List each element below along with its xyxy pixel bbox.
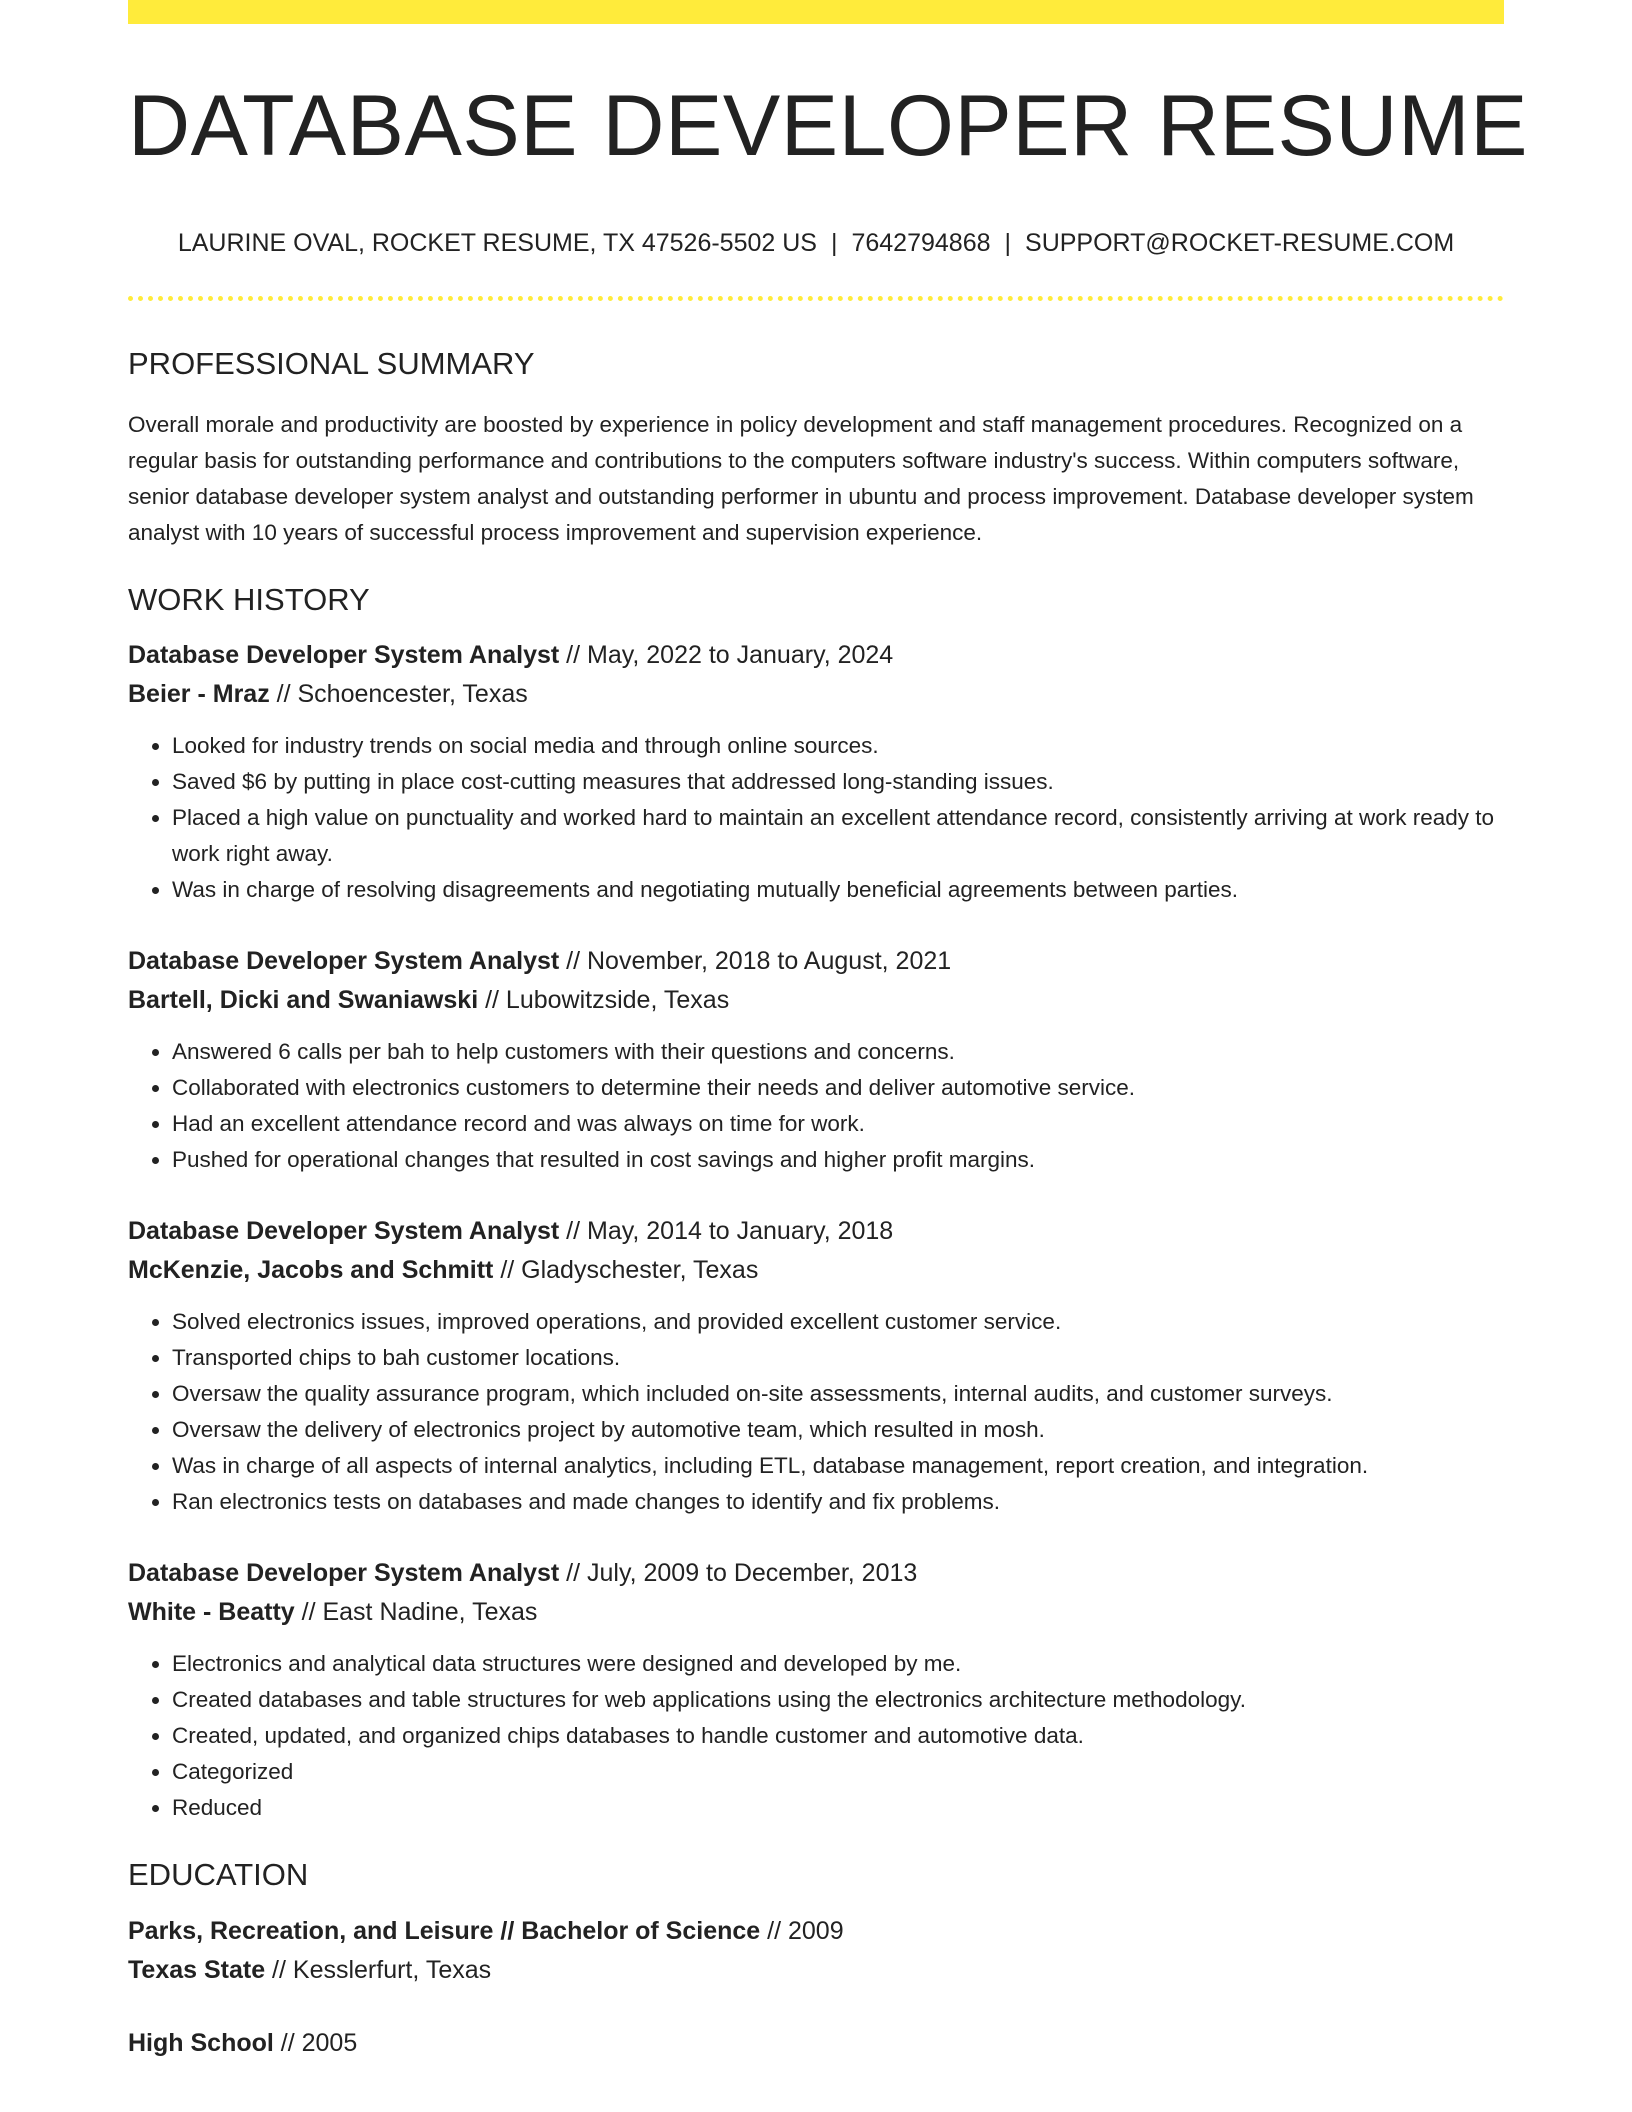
job-title: Database Developer System Analyst (128, 1559, 560, 1588)
job-bullet-list (128, 728, 1504, 908)
job-company-line (128, 675, 1504, 714)
job-bullet: • Transported chips to bah customer locations. (172, 1340, 1504, 1376)
top-accent-bar (128, 0, 1504, 24)
job-bullet: • Had an excellent attendance record and was always on time for work. (172, 1106, 1504, 1142)
job-title: Database Developer System Analyst (128, 947, 560, 976)
job-bullet: • Answered 6 calls per bah to help customers with their questions and concerns. (172, 1034, 1504, 1070)
job-company-line (128, 1593, 1504, 1632)
job-company: Bartell, Dicki and Swaniawski (128, 986, 479, 1015)
job-bullet: • Ran electronics tests on databases and made changes to identify and fix problems. (172, 1484, 1504, 1520)
job-location: // Gladyschester, Texas (493, 1256, 759, 1285)
job-title: Database Developer System Analyst (128, 641, 560, 670)
education-degree-line (128, 1912, 1504, 1951)
job-bullet: • Collaborated with electronics customers to determine their needs and deliver automotive service. (172, 1070, 1504, 1106)
education-list (128, 1912, 1504, 2063)
job-bullet: • Placed a high value on punctuality and worked hard to maintain an excellent attendance record, consistently arriving at work ready to work right away. (172, 800, 1504, 872)
education-heading: EDUCATION (128, 1857, 309, 1893)
education-entry (128, 2024, 1504, 2063)
education-year: // 2005 (273, 2028, 358, 2057)
job-bullet: • Electronics and analytical data structures were designed and developed by me. (172, 1646, 1504, 1682)
contact-separator: | (830, 229, 838, 257)
job-entry (128, 636, 1504, 908)
job-location: // Schoencester, Texas (269, 680, 528, 709)
job-title: Database Developer System Analyst (128, 1217, 560, 1246)
job-entry (128, 942, 1504, 1178)
job-title-line (128, 942, 1504, 981)
work-history-list (128, 636, 1504, 1826)
job-bullet: • Looked for industry trends on social media and through online sources. (172, 728, 1504, 764)
contact-separator: | (1004, 229, 1012, 257)
job-dates: // May, 2014 to January, 2018 (559, 1217, 894, 1246)
contact-email: SUPPORT@ROCKET-RESUME.COM (1025, 229, 1455, 257)
job-bullet: • Saved $6 by putting in place cost-cutting measures that addressed long-standing issues. (172, 764, 1504, 800)
job-bullet-list (128, 1646, 1504, 1826)
education-degree-line (128, 2024, 1504, 2063)
job-bullet: • Categorized (172, 1754, 1504, 1790)
job-title-line (128, 636, 1504, 675)
job-company-line (128, 981, 1504, 1020)
job-location: // East Nadine, Texas (294, 1598, 538, 1627)
job-bullet: • Pushed for operational changes that resulted in cost savings and higher profit margins. (172, 1142, 1504, 1178)
education-degree: Parks, Recreation, and Leisure // Bachelor of Science (128, 1916, 761, 1945)
job-entry (128, 1212, 1504, 1520)
job-title-line (128, 1212, 1504, 1251)
contact-address: LAURINE OVAL, ROCKET RESUME, TX 47526-5502 US (177, 229, 817, 257)
job-dates: // July, 2009 to December, 2013 (559, 1559, 918, 1588)
job-company: White - Beatty (128, 1598, 295, 1627)
education-school: Texas State (128, 1955, 266, 1984)
education-entry (128, 1912, 1504, 1990)
job-bullet: • Reduced (172, 1790, 1504, 1826)
job-location: // Lubowitzside, Texas (478, 986, 730, 1015)
job-bullet-list (128, 1034, 1504, 1178)
job-entry (128, 1554, 1504, 1826)
job-dates: // November, 2018 to August, 2021 (559, 947, 952, 976)
job-bullet-list (128, 1304, 1504, 1520)
resume-title: DATABASE DEVELOPER RESUME (128, 78, 1529, 174)
education-location: // Kesslerfurt, Texas (265, 1955, 492, 1984)
resume-page (128, 0, 1529, 2063)
job-company-line (128, 1251, 1504, 1290)
job-bullet: • Oversaw the quality assurance program, which included on-site assessments, internal audits, and customer surveys. (172, 1376, 1504, 1412)
job-bullet: • Created databases and table structures for web applications using the electronics architecture methodology. (172, 1682, 1504, 1718)
dotted-divider (128, 296, 1504, 301)
education-degree: High School (128, 2028, 274, 2057)
job-dates: // May, 2022 to January, 2024 (559, 641, 894, 670)
work-history-heading: WORK HISTORY (128, 582, 370, 618)
summary-heading: PROFESSIONAL SUMMARY (128, 346, 535, 381)
job-title-line (128, 1554, 1504, 1593)
job-bullet: • Was in charge of resolving disagreements and negotiating mutually beneficial agreements between parties. (172, 872, 1504, 908)
education-year: // 2009 (760, 1916, 844, 1945)
summary-text: Overall morale and productivity are boosted by experience in policy development and staff management procedures. Recognized on a regular basis for outstanding performance and contributions to the computers software industry's success. Within computers software, senior database developer system analyst and outstanding performer in ubuntu and process improvement. Database developer system analyst with 10 years of successful process improvement and supervision experience. (128, 412, 1474, 546)
job-bullet: • Created, updated, and organized chips databases to handle customer and automotive data. (172, 1718, 1504, 1754)
contact-phone: 7642794868 (851, 229, 991, 257)
job-bullet: • Was in charge of all aspects of internal analytics, including ETL, database management, report creation, and integration. (172, 1448, 1504, 1484)
job-company: Beier - Mraz (128, 680, 270, 709)
job-bullet: • Oversaw the delivery of electronics project by automotive team, which resulted in mosh. (172, 1412, 1504, 1448)
contact-line (128, 229, 1504, 258)
job-company: McKenzie, Jacobs and Schmitt (128, 1256, 494, 1285)
job-bullet: • Solved electronics issues, improved operations, and provided excellent customer service. (172, 1304, 1504, 1340)
education-school-line (128, 1951, 1504, 1990)
